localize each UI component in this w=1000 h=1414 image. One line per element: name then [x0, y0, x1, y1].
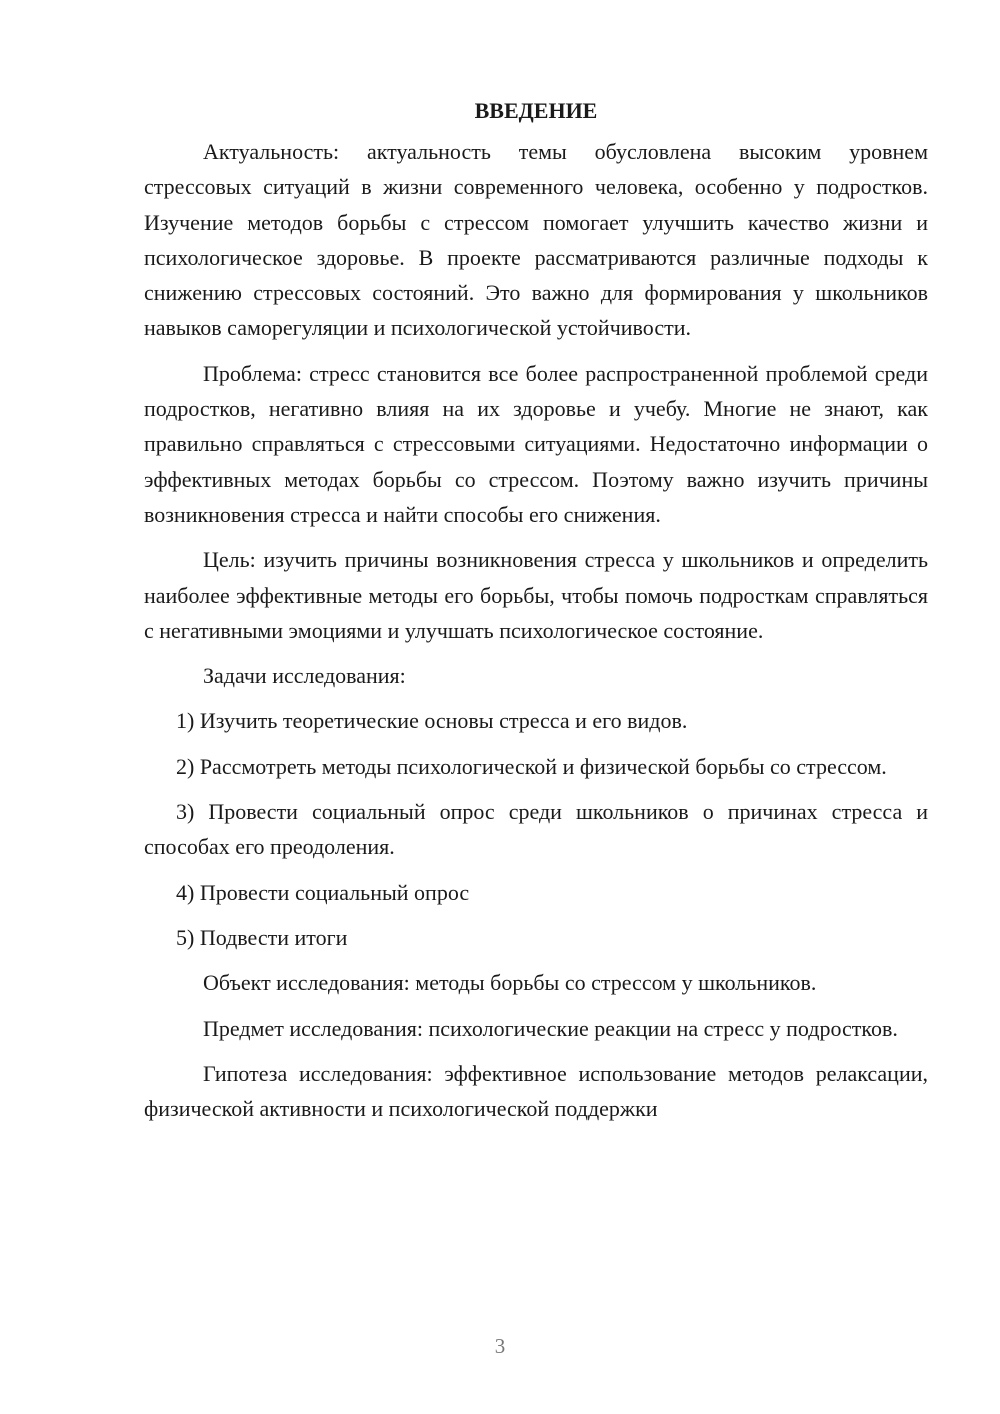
- task-item-1: 1) Изучить теоретические основы стресса и его видов.: [176, 708, 688, 734]
- paragraph-hypothesis: Гипотеза исследования: эффективное использование методов релаксации, физической активности и психологической поддержки: [144, 1060, 928, 1122]
- tasks-heading: Задачи исследования:: [203, 663, 406, 689]
- paragraph-goal: Цель: изучить причины возникновения стресса у школьников и определить наиболее эффективные методы его борьбы, чтобы помочь подросткам справляться с негативными эмоциями и улучшать психологическое состояние.: [144, 547, 928, 643]
- paragraph-relevance: Актуальность: актуальность темы обусловлена высоким уровнем стрессовых ситуаций в жизни современного человека, особенно у подростков. Изучение методов борьбы с стрессом помогает улучшить качество жизни и психологическое здоровье. В проекте рассматриваются различные подходы к снижению стрессовых состояний. Это важно для формирования у школьников навыков саморегуляции и психологической устойчивости.: [144, 139, 928, 341]
- paragraph-subject: Предмет исследования: психологические реакции на стресс у подростков.: [203, 1015, 898, 1041]
- section-title: ВВЕДЕНИЕ: [474, 98, 598, 123]
- page-number: 3: [494, 1334, 506, 1358]
- task-item-2: 2) Рассмотреть методы психологической и физической борьбы со стрессом.: [176, 753, 887, 779]
- paragraph-object: Объект исследования: методы борьбы со стрессом у школьников.: [203, 970, 817, 996]
- task-item-5: 5) Подвести итоги: [176, 924, 348, 950]
- task-item-4: 4) Провести социальный опрос: [176, 879, 470, 905]
- paragraph-problem: Проблема: стресс становится все более распространенной проблемой среди подростков, негативно влияя на их здоровье и учебу. Многие не знают, как правильно справляться с стрессовыми ситуациями. Недостаточно информации о эффективных методах борьбы со стрессом. Поэтому важно изучить причины возникновения стресса и найти способы его снижения.: [144, 360, 928, 527]
- page-content: [144, 96, 928, 1136]
- task-item-3: 3) Провести социальный опрос среди школьников о причинах стресса и способах его преодоления.: [144, 799, 928, 860]
